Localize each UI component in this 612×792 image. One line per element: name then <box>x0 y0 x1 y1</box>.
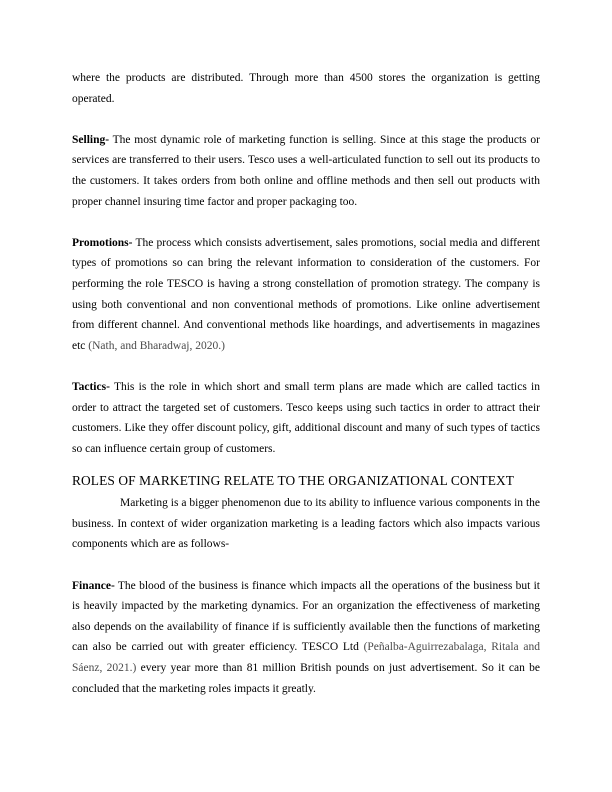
section-intro-paragraph <box>72 493 540 555</box>
intro-text: where the products are distributed. Through more than 4500 stores the organization is getting operated. <box>72 72 540 105</box>
paragraph-gap <box>72 356 540 377</box>
promotions-citation: (Nath, and Bharadwaj, 2020.) <box>88 339 225 352</box>
promotions-paragraph <box>72 233 540 357</box>
section-intro-text: Marketing is a bigger phenomenon due to its ability to influence various components in the business. In context of wider organization marketing is a leading factors which also impacts various components which are as follows- <box>72 497 540 551</box>
selling-term: Selling- <box>72 133 110 146</box>
section-heading: ROLES OF MARKETING RELATE TO THE ORGANIZATIONAL CONTEXT <box>72 473 515 489</box>
selling-paragraph <box>72 130 540 212</box>
intro-paragraph <box>72 68 540 109</box>
finance-text-after: every year more than 81 million British pounds on just advertisement. So it can be concluded that the marketing roles impacts it greatly. <box>72 662 540 695</box>
selling-text: The most dynamic role of marketing function is selling. Since at this stage the products or services are transferred to their users. Tesco uses a well-articulated function to sell out its products to the customers. It takes orders from both online and offline methods and then sell out products with proper channel insuring time factor and proper packaging too. <box>72 133 540 208</box>
tactics-term: Tactics- <box>72 380 110 393</box>
tactics-text: This is the role in which short and small term plans are made which are called tactics in order to attract the targeted set of customers. Tesco keeps using such tactics in order to attract their customers. Like they offer discount policy, gift, additional discount and many of such types of tactics so can influence certain group of customers. <box>72 380 540 455</box>
promotions-text: The process which consists advertisement, sales promotions, social media and different types of promotions so can bring the relevant information to consideration of the customers. For performing the role TESCO is having a strong constellation of promotion strategy. The company is using both conventional and non conventional methods of promotions. Like online advertisement from different channel. And conventional methods like hoardings, and advertisements in magazines etc <box>72 236 540 352</box>
paragraph-gap <box>72 555 540 576</box>
finance-text: The blood of the business is finance which impacts all the operations of the business but it is heavily impacted by the marketing dynamics. For an organization the effectiveness of marketing also depends on the availability of finance if is sufficiently available then the functions of marketing can also be carried out with greater efficiency. TESCO Ltd <box>72 579 540 654</box>
paragraph-gap <box>72 109 540 130</box>
finance-citation: (Peñalba-Aguirrezabalaga, Ritala and Sáenz, 2021.) <box>72 641 540 675</box>
tactics-paragraph <box>72 377 540 459</box>
finance-paragraph <box>72 576 540 700</box>
finance-term: Finance- <box>72 579 115 592</box>
promotions-term: Promotions- <box>72 236 133 249</box>
paragraph-gap <box>72 212 540 233</box>
